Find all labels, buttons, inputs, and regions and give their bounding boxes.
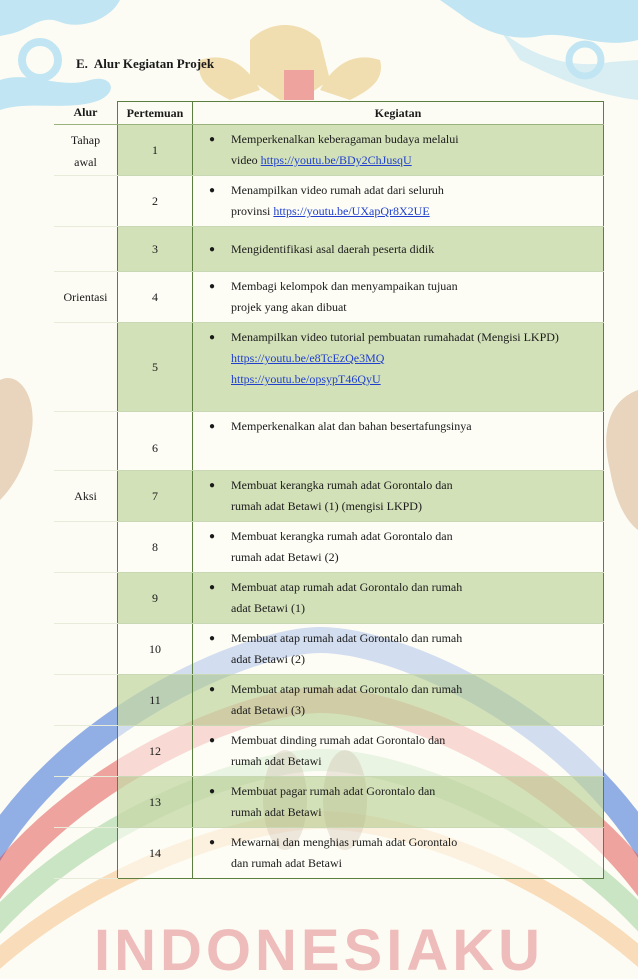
pertemuan-number: 10 (118, 624, 193, 675)
table-row (54, 777, 604, 828)
activity-text: Membuat kerangka rumah adat Gorontalo dan (231, 529, 453, 543)
activity-text: rumah adat Betawi (231, 805, 322, 819)
pertemuan-number: 6 (118, 412, 193, 471)
activity-text: dan rumah adat Betawi (231, 856, 342, 870)
alur-cell (54, 828, 118, 879)
activity-text: Membuat atap rumah adat Gorontalo dan rumah (231, 631, 463, 645)
activity-text: projek yang akan dibuat (231, 300, 347, 314)
kegiatan-cell (193, 828, 604, 879)
table-row (54, 272, 604, 323)
table-row (54, 522, 604, 573)
video-link[interactable]: https://youtu.be/UXapQr8X2UE (273, 204, 430, 218)
bullet-icon: ● (209, 735, 216, 746)
indonesiaku-watermark: INDONESIAKU (93, 918, 545, 979)
kegiatan-cell (193, 272, 604, 323)
alur-cell (54, 323, 118, 412)
kegiatan-cell (193, 412, 604, 471)
alur-label: Orientasi (54, 272, 118, 323)
cloud-swirl-right-icon (440, 0, 638, 100)
table-row (54, 227, 604, 272)
activity-text: Membuat atap rumah adat Gorontalo dan rumah (231, 580, 463, 594)
alur-cell (54, 227, 118, 272)
bullet-icon: ● (209, 332, 216, 343)
kegiatan-cell (193, 777, 604, 828)
kegiatan-cell (193, 227, 604, 272)
bullet-icon: ● (209, 582, 216, 593)
table-row (54, 471, 604, 522)
kegiatan-cell (193, 522, 604, 573)
activity-text: rumah adat Betawi (231, 754, 322, 768)
alur-cell (54, 675, 118, 726)
bullet-icon: ● (209, 243, 216, 255)
alur-cell (54, 624, 118, 675)
table-row (54, 412, 604, 471)
bullet-icon: ● (209, 185, 216, 196)
activity-text: rumah adat Betawi (1) (mengisi LKPD) (231, 499, 422, 513)
alur-cell (54, 777, 118, 828)
video-link[interactable]: https://youtu.be/opsypT46QyU (231, 372, 381, 386)
activity-text: Menampilkan video tutorial pembuatan rumahadat (Mengisi LKPD) (231, 330, 559, 344)
bullet-icon: ● (209, 837, 216, 848)
header-alur: Alur (54, 102, 118, 125)
side-ornament-left-icon (0, 378, 33, 500)
activity-flow-table (54, 101, 604, 879)
header-pertemuan: Pertemuan (118, 102, 193, 125)
kegiatan-cell (193, 573, 604, 624)
pertemuan-number: 11 (118, 675, 193, 726)
pertemuan-number: 2 (118, 176, 193, 227)
header-kegiatan: Kegiatan (193, 102, 604, 125)
bullet-icon: ● (209, 633, 216, 644)
pertemuan-number: 3 (118, 227, 193, 272)
bullet-icon: ● (209, 531, 216, 542)
activity-text: Mewarnai dan menghias rumah adat Gorontalo (231, 835, 458, 849)
alur-cell (54, 176, 118, 227)
activity-text: Mengidentifikasi asal daerah peserta didik (231, 241, 435, 256)
activity-text: Membuat atap rumah adat Gorontalo dan rumah (231, 682, 463, 696)
activity-text: rumah adat Betawi (2) (231, 550, 339, 564)
kegiatan-cell (193, 323, 604, 412)
table-row (54, 624, 604, 675)
table-row (54, 726, 604, 777)
kegiatan-cell (193, 471, 604, 522)
alur-cell (54, 522, 118, 573)
activity-text: Membagi kelompok dan menyampaikan tujuan (231, 279, 458, 293)
activity-text: Membuat kerangka rumah adat Gorontalo dan (231, 478, 453, 492)
activity-text: Memperkenalkan keberagaman budaya melalui (231, 132, 459, 146)
table-row (54, 675, 604, 726)
activity-text: provinsi (231, 204, 274, 218)
table-row (54, 828, 604, 879)
cloud-swirl-left-icon (0, 0, 120, 110)
kegiatan-cell (193, 675, 604, 726)
pertemuan-number: 14 (118, 828, 193, 879)
table-row (54, 125, 604, 176)
alur-label: awal (74, 155, 97, 169)
kegiatan-cell (193, 176, 604, 227)
video-link[interactable]: https://youtu.be/BDy2ChJusqU (260, 153, 412, 167)
pertemuan-number: 4 (118, 272, 193, 323)
bullet-icon: ● (209, 786, 216, 797)
activity-text: video (231, 153, 261, 167)
bullet-icon: ● (209, 421, 216, 432)
side-ornament-right-icon (606, 390, 638, 530)
kegiatan-cell (193, 624, 604, 675)
activity-text: Memperkenalkan alat dan bahan besertafungsinya (231, 419, 472, 433)
alur-cell (54, 726, 118, 777)
pertemuan-number: 9 (118, 573, 193, 624)
bullet-icon: ● (209, 480, 216, 491)
section-heading (76, 56, 220, 72)
table-row (54, 323, 604, 412)
activity-text: adat Betawi (3) (231, 703, 305, 717)
pertemuan-number: 7 (118, 471, 193, 522)
table-row (54, 176, 604, 227)
pertemuan-number: 8 (118, 522, 193, 573)
video-link[interactable]: https://youtu.be/e8TcEzQe3MQ (231, 351, 385, 365)
pertemuan-number: 12 (118, 726, 193, 777)
pertemuan-number: 1 (118, 125, 193, 176)
table-row (54, 573, 604, 624)
bullet-icon: ● (209, 281, 216, 292)
activity-text: adat Betawi (1) (231, 601, 305, 615)
pertemuan-number: 13 (118, 777, 193, 828)
activity-text: adat Betawi (2) (231, 652, 305, 666)
bullet-icon: ● (209, 684, 216, 695)
section-letter: E. (76, 56, 88, 71)
alur-label: Tahap (70, 133, 101, 147)
bullet-icon: ● (209, 134, 216, 145)
activity-text: Membuat dinding rumah adat Gorontalo dan (231, 733, 446, 747)
garuda-emblem-icon (199, 25, 381, 100)
alur-label: Aksi (54, 471, 118, 522)
kegiatan-cell (193, 125, 604, 176)
activity-text: Membuat pagar rumah adat Gorontalo dan (231, 784, 436, 798)
kegiatan-cell (193, 726, 604, 777)
table-header-row (54, 102, 604, 125)
pertemuan-number: 5 (118, 323, 193, 412)
section-title: Alur Kegiatan Projek (93, 56, 215, 71)
activity-text: Menampilkan video rumah adat dari seluruh (231, 183, 444, 197)
alur-cell (54, 573, 118, 624)
alur-cell (54, 412, 118, 471)
alur-cell (54, 125, 118, 176)
